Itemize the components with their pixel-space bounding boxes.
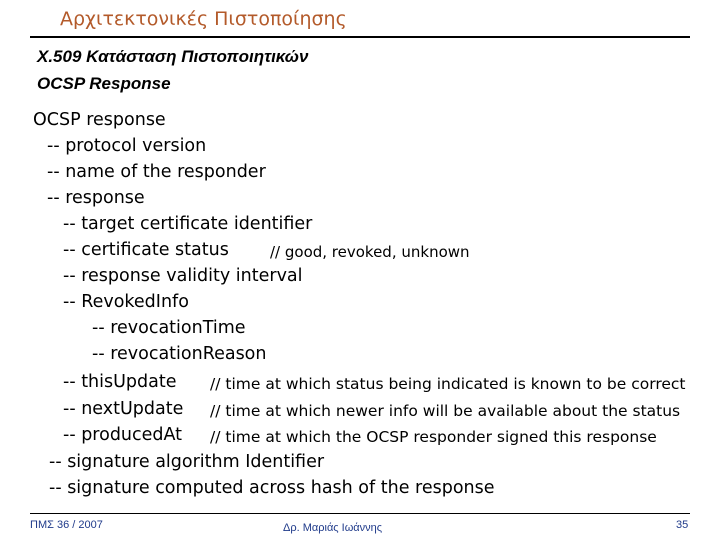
comment-this-update: // time at which status being indicated is known to be correct: [210, 375, 686, 393]
comment-certificate-status: // good, revoked, unknown: [270, 243, 470, 261]
subtitle-line-1: X.509 Κατάσταση Πιστοποιητικών: [37, 47, 309, 66]
body-line: -- thisUpdate: [63, 372, 177, 392]
body-line: -- signature algorithm Identifier: [49, 452, 325, 472]
body-line: -- response: [47, 188, 145, 208]
bottom-divider: [30, 513, 690, 514]
body-line: -- protocol version: [47, 136, 207, 156]
comment-produced-at: // time at which the OCSP responder signed this response: [210, 428, 657, 446]
footer-author: Δρ. Μαριάς Ιωάννης: [283, 522, 383, 534]
body-line: -- nextUpdate: [63, 399, 184, 419]
header-title: Αρχιτεκτονικές Πιστοποίησης: [60, 8, 347, 30]
body-line: -- revocationReason: [92, 344, 267, 364]
body-line: -- certificate status: [63, 240, 229, 260]
body-line: -- revocationTime: [92, 318, 246, 338]
body-line: -- RevokedInfo: [63, 292, 189, 312]
footer-course: ΠΜΣ 36 / 2007: [30, 519, 103, 531]
body-line: -- response validity interval: [63, 266, 303, 286]
body-line: OCSP response: [33, 110, 166, 130]
comment-next-update: // time at which newer info will be available about the status: [210, 402, 681, 420]
subtitle-line-2: OCSP Response: [37, 74, 171, 93]
body-line: -- signature computed across hash of the response: [49, 478, 495, 498]
body-line: -- target certificate identifier: [63, 214, 313, 234]
page-number: 35: [676, 519, 689, 531]
top-divider: [30, 36, 690, 38]
body-line: -- name of the responder: [47, 162, 266, 182]
body-line: -- producedAt: [63, 425, 183, 445]
